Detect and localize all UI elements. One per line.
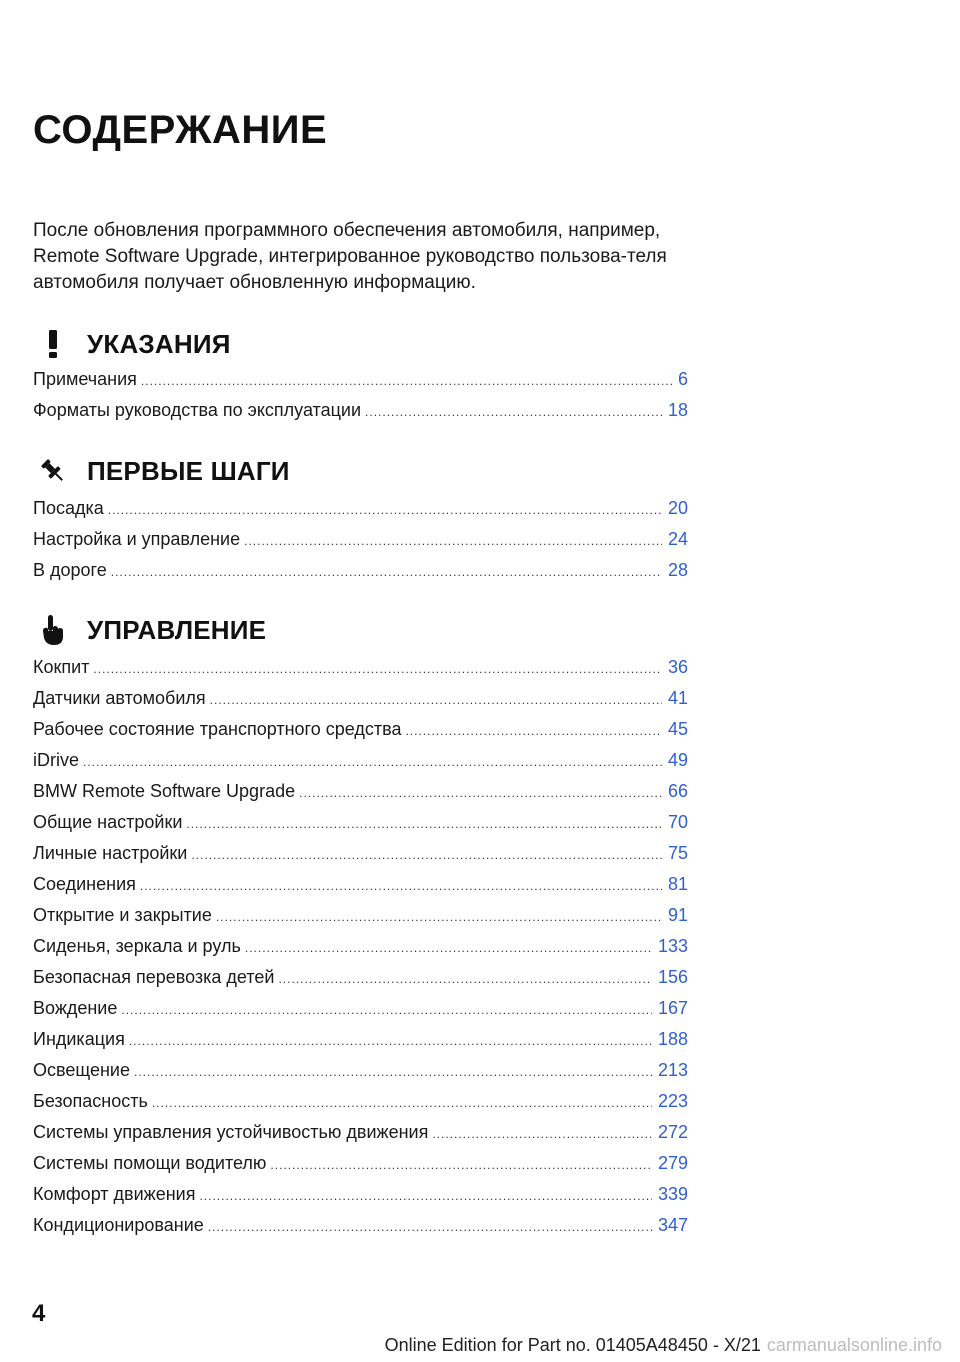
toc-entry-page[interactable]: 272 (657, 1122, 688, 1142)
toc-entry-page[interactable]: 223 (657, 1091, 688, 1111)
footer (0, 1328, 960, 1362)
toc-entry[interactable] (33, 714, 688, 745)
page-title: СОДЕРЖАНИЕ (33, 108, 328, 152)
exclamation-icon (33, 326, 73, 362)
leader-dots (129, 1026, 652, 1057)
toc-entry[interactable] (33, 1210, 688, 1241)
toc-entry-label: Форматы руководства по эксплуатации (33, 400, 362, 420)
toc-entry-label: Безопасная перевозка детей (33, 967, 275, 987)
toc-entry-page[interactable]: 49 (667, 750, 688, 770)
toc-entry-page[interactable]: 213 (657, 1060, 688, 1080)
section-heading-controls (33, 612, 266, 648)
toc-entry-label: Рабочее состояние транспортного средства (33, 719, 402, 739)
toc-entry-page[interactable]: 45 (667, 719, 688, 739)
toc-entry[interactable] (33, 1117, 688, 1148)
toc-entry-label: Личные настройки (33, 843, 188, 863)
toc-entry-label: Освещение (33, 1060, 130, 1080)
toc-entry[interactable] (33, 1024, 688, 1055)
toc-entry-page[interactable]: 347 (657, 1215, 688, 1235)
leader-dots (365, 397, 662, 428)
toc-entry[interactable] (33, 993, 688, 1024)
pointing-hand-icon (33, 612, 73, 648)
toc-entry[interactable] (33, 524, 688, 555)
toc-entry[interactable] (33, 745, 688, 776)
toc-entry[interactable] (33, 364, 688, 395)
toc-entry-label: Примечания (33, 369, 137, 389)
toc-entry-label: Кондиционирование (33, 1215, 204, 1235)
leader-dots (140, 871, 662, 902)
toc-entry[interactable] (33, 1179, 688, 1210)
section-heading-first-steps (33, 453, 290, 489)
toc-entry[interactable] (33, 807, 688, 838)
leader-dots (83, 747, 662, 778)
toc-entry[interactable] (33, 900, 688, 931)
intro-paragraph: После обновления программного обеспечения автомобиля, например, Remote Software Upgrade, интегрированное руководство пользова-теля автомобиля получает обновленную информацию. (33, 220, 667, 293)
section-title: УПРАВЛЕНИЕ (87, 614, 267, 645)
toc-entry[interactable] (33, 1086, 688, 1117)
toc-entry[interactable] (33, 395, 688, 426)
toc-entry-page[interactable]: 156 (657, 967, 688, 987)
toc-entry[interactable] (33, 776, 688, 807)
leader-dots (111, 557, 662, 588)
pin-icon (33, 453, 73, 489)
toc-entry-label: Общие настройки (33, 812, 183, 832)
toc-entry[interactable] (33, 838, 688, 869)
toc-entry-label: Сиденья, зеркала и руль (33, 936, 241, 956)
toc-entry-page[interactable]: 41 (667, 688, 688, 708)
toc-entry-page[interactable]: 6 (677, 369, 688, 389)
toc-entry-page[interactable]: 188 (657, 1029, 688, 1049)
toc-entry-page[interactable]: 167 (657, 998, 688, 1018)
leader-dots (270, 1150, 652, 1181)
leader-dots (199, 1181, 651, 1212)
toc-entry-label: Комфорт движения (33, 1184, 196, 1204)
leader-dots (405, 716, 662, 747)
toc-entry[interactable] (33, 931, 688, 962)
toc-entry-label: Датчики автомобиля (33, 688, 206, 708)
toc-entry-page[interactable]: 20 (667, 498, 688, 518)
footer-watermark: carmanualsonline.info (766, 1334, 942, 1355)
toc-list-notes (33, 364, 688, 426)
toc-entry[interactable] (33, 869, 688, 900)
toc-list-controls (33, 652, 688, 1241)
section-title: ПЕРВЫЕ ШАГИ (87, 455, 290, 486)
leader-dots (432, 1119, 652, 1150)
toc-entry-label: Открытие и закрытие (33, 905, 212, 925)
toc-entry[interactable] (33, 1055, 688, 1086)
toc-entry-page[interactable]: 70 (667, 812, 688, 832)
leader-dots (134, 1057, 652, 1088)
leader-dots (152, 1088, 652, 1119)
toc-entry[interactable] (33, 652, 688, 683)
toc-entry-page[interactable]: 133 (657, 936, 688, 956)
toc-entry-label: Настройка и управление (33, 529, 241, 549)
toc-entry-page[interactable]: 28 (667, 560, 688, 580)
toc-entry-page[interactable]: 75 (667, 843, 688, 863)
toc-entry-label: Соединения (33, 874, 136, 894)
page-number: 4 (32, 1300, 46, 1327)
toc-entry-page[interactable]: 66 (667, 781, 688, 801)
leader-dots (191, 840, 662, 871)
leader-dots (216, 902, 662, 933)
toc-entry[interactable] (33, 962, 688, 993)
leader-dots (208, 1212, 652, 1243)
leader-dots (210, 685, 662, 716)
toc-entry-page[interactable]: 18 (667, 400, 688, 420)
toc-entry[interactable] (33, 555, 688, 586)
leader-dots (244, 526, 662, 557)
toc-entry-page[interactable]: 36 (667, 657, 688, 677)
leader-dots (299, 778, 662, 809)
footer-edition: Online Edition for Part no. 01405A48450 - X/21 (384, 1334, 761, 1355)
toc-entry-page[interactable]: 81 (667, 874, 688, 894)
toc-list-first-steps (33, 493, 688, 586)
leader-dots (108, 495, 662, 526)
toc-entry-label: iDrive (33, 750, 80, 770)
toc-entry-label: Посадка (33, 498, 104, 518)
toc-entry-page[interactable]: 339 (657, 1184, 688, 1204)
toc-entry-label: Системы помощи водителю (33, 1153, 267, 1173)
section-heading-notes (33, 326, 231, 362)
toc-entry-label: Безопасность (33, 1091, 148, 1111)
toc-entry-label: Системы управления устойчивостью движения (33, 1122, 429, 1142)
leader-dots (141, 366, 672, 397)
toc-entry-page[interactable]: 91 (667, 905, 688, 925)
toc-entry-page[interactable]: 24 (667, 529, 688, 549)
toc-entry-label: BMW Remote Software Upgrade (33, 781, 296, 801)
toc-entry-label: Кокпит (33, 657, 90, 677)
leader-dots (278, 964, 652, 995)
toc-entry-page[interactable]: 279 (657, 1153, 688, 1173)
toc-entry-label: Индикация (33, 1029, 125, 1049)
leader-dots (245, 933, 652, 964)
toc-entry[interactable] (33, 1148, 688, 1179)
leader-dots (93, 654, 662, 685)
leader-dots (186, 809, 662, 840)
toc-entry-label: Вождение (33, 998, 118, 1018)
section-title: УКАЗАНИЯ (87, 328, 231, 359)
leader-dots (121, 995, 652, 1026)
toc-entry[interactable] (33, 493, 688, 524)
toc-entry[interactable] (33, 683, 688, 714)
toc-entry-label: В дороге (33, 560, 107, 580)
